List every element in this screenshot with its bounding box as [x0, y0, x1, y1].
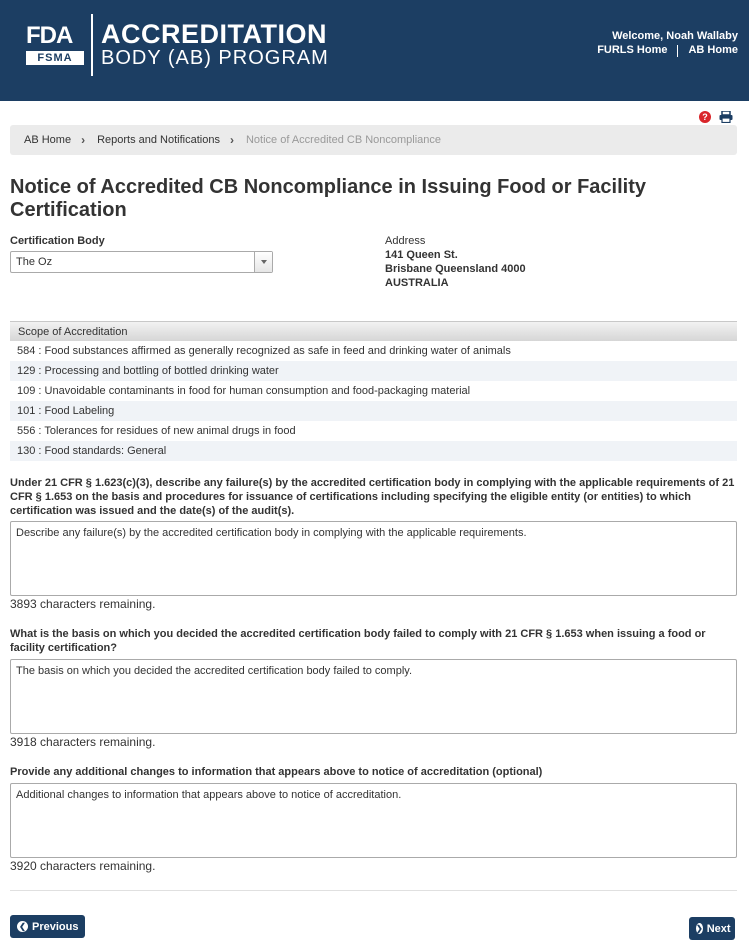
- failure-char-count: 3893 characters remaining.: [10, 597, 156, 611]
- failure-placeholder: Describe any failure(s) by the accredited certification body in complying with the applicable requirements.: [16, 527, 527, 539]
- divider: [10, 890, 737, 891]
- basis-question-label: What is the basis on which you decided the accredited certification body failed to comply with 21 CFR § 1.653 when issuing a food or facility certification?: [10, 628, 706, 654]
- previous-label: Previous: [32, 920, 79, 933]
- chevron-right-icon: ❯: [696, 924, 703, 933]
- fda-fsma-logo: [26, 24, 84, 66]
- chevron-down-icon[interactable]: [254, 252, 272, 272]
- scope-row: 101 : Food Labeling: [10, 401, 737, 421]
- link-separator: [677, 45, 678, 57]
- fsma-logo-text: FSMA: [26, 51, 84, 65]
- breadcrumb-reports[interactable]: Reports and Notifications: [97, 134, 220, 146]
- logo-divider: [91, 14, 93, 76]
- certification-body-select[interactable]: [10, 251, 273, 273]
- address-line: AUSTRALIA: [385, 277, 449, 289]
- additional-changes-placeholder: Additional changes to information that appears above to notice of accreditation.: [16, 789, 402, 801]
- scope-row: 130 : Food standards: General: [10, 441, 737, 461]
- site-header: [0, 0, 749, 101]
- next-button[interactable]: [689, 917, 735, 940]
- failure-description-textarea[interactable]: [10, 521, 737, 596]
- address-line: Brisbane Queensland 4000: [385, 263, 526, 275]
- breadcrumb-ab-home[interactable]: AB Home: [24, 134, 72, 146]
- fda-logo-text: FDA: [26, 22, 73, 49]
- print-icon[interactable]: [719, 111, 733, 123]
- breadcrumb-current: Notice of Accredited CB Noncompliance: [245, 134, 442, 146]
- address-line: 141 Queen St.: [385, 249, 458, 261]
- scope-row: 556 : Tolerances for residues of new animal drugs in food: [10, 421, 737, 441]
- chevron-left-icon: ❮: [17, 921, 28, 932]
- breadcrumb: [10, 125, 737, 155]
- basis-textarea[interactable]: [10, 659, 737, 734]
- additional-changes-label: Provide any additional changes to information that appears above to notice of accreditation (optional): [10, 766, 543, 778]
- previous-button[interactable]: [10, 915, 85, 938]
- ab-home-link[interactable]: AB Home: [688, 44, 738, 56]
- additional-changes-char-count: 3920 characters remaining.: [10, 859, 156, 873]
- scope-row: 129 : Processing and bottling of bottled drinking water: [10, 361, 737, 381]
- program-title: ACCREDITATION: [101, 19, 327, 49]
- program-subtitle: BODY (AB) PROGRAM: [101, 47, 329, 69]
- basis-char-count: 3918 characters remaining.: [10, 735, 156, 749]
- additional-changes-textarea[interactable]: [10, 783, 737, 858]
- chevron-right-icon: ›: [81, 133, 86, 147]
- help-icon[interactable]: ?: [699, 111, 711, 123]
- welcome-text: Welcome, Noah Wallaby: [612, 30, 738, 42]
- basis-placeholder: The basis on which you decided the accredited certification body failed to comply.: [16, 665, 413, 677]
- scope-row: 109 : Unavoidable contaminants in food for human consumption and food-packaging material: [10, 381, 737, 401]
- certification-body-value: The Oz: [16, 256, 53, 268]
- furls-home-link[interactable]: FURLS Home: [597, 44, 668, 56]
- chevron-right-icon: ›: [229, 133, 234, 147]
- scope-header: Scope of Accreditation: [10, 321, 737, 341]
- next-label: Next: [706, 922, 731, 935]
- scope-row: 584 : Food substances affirmed as generally recognized as safe in feed and drinking water of animals: [10, 341, 737, 361]
- header-links: [597, 44, 738, 57]
- address-label: Address: [385, 235, 426, 247]
- certification-body-label: Certification Body: [10, 235, 105, 247]
- page-title: Notice of Accredited CB Noncompliance in Issuing Food or Facility Certification: [10, 176, 647, 221]
- failure-question-label: Under 21 CFR § 1.623(c)(3), describe any failure(s) by the accredited certification body in complying with the applicable requirements of 21 CFR § 1.653 on the basis and procedures for issuance of certifications including specifying the eligible entity (or entities) to which certification was issued and the date(s) of the audit(s).: [10, 477, 735, 517]
- scope-table: [10, 321, 737, 461]
